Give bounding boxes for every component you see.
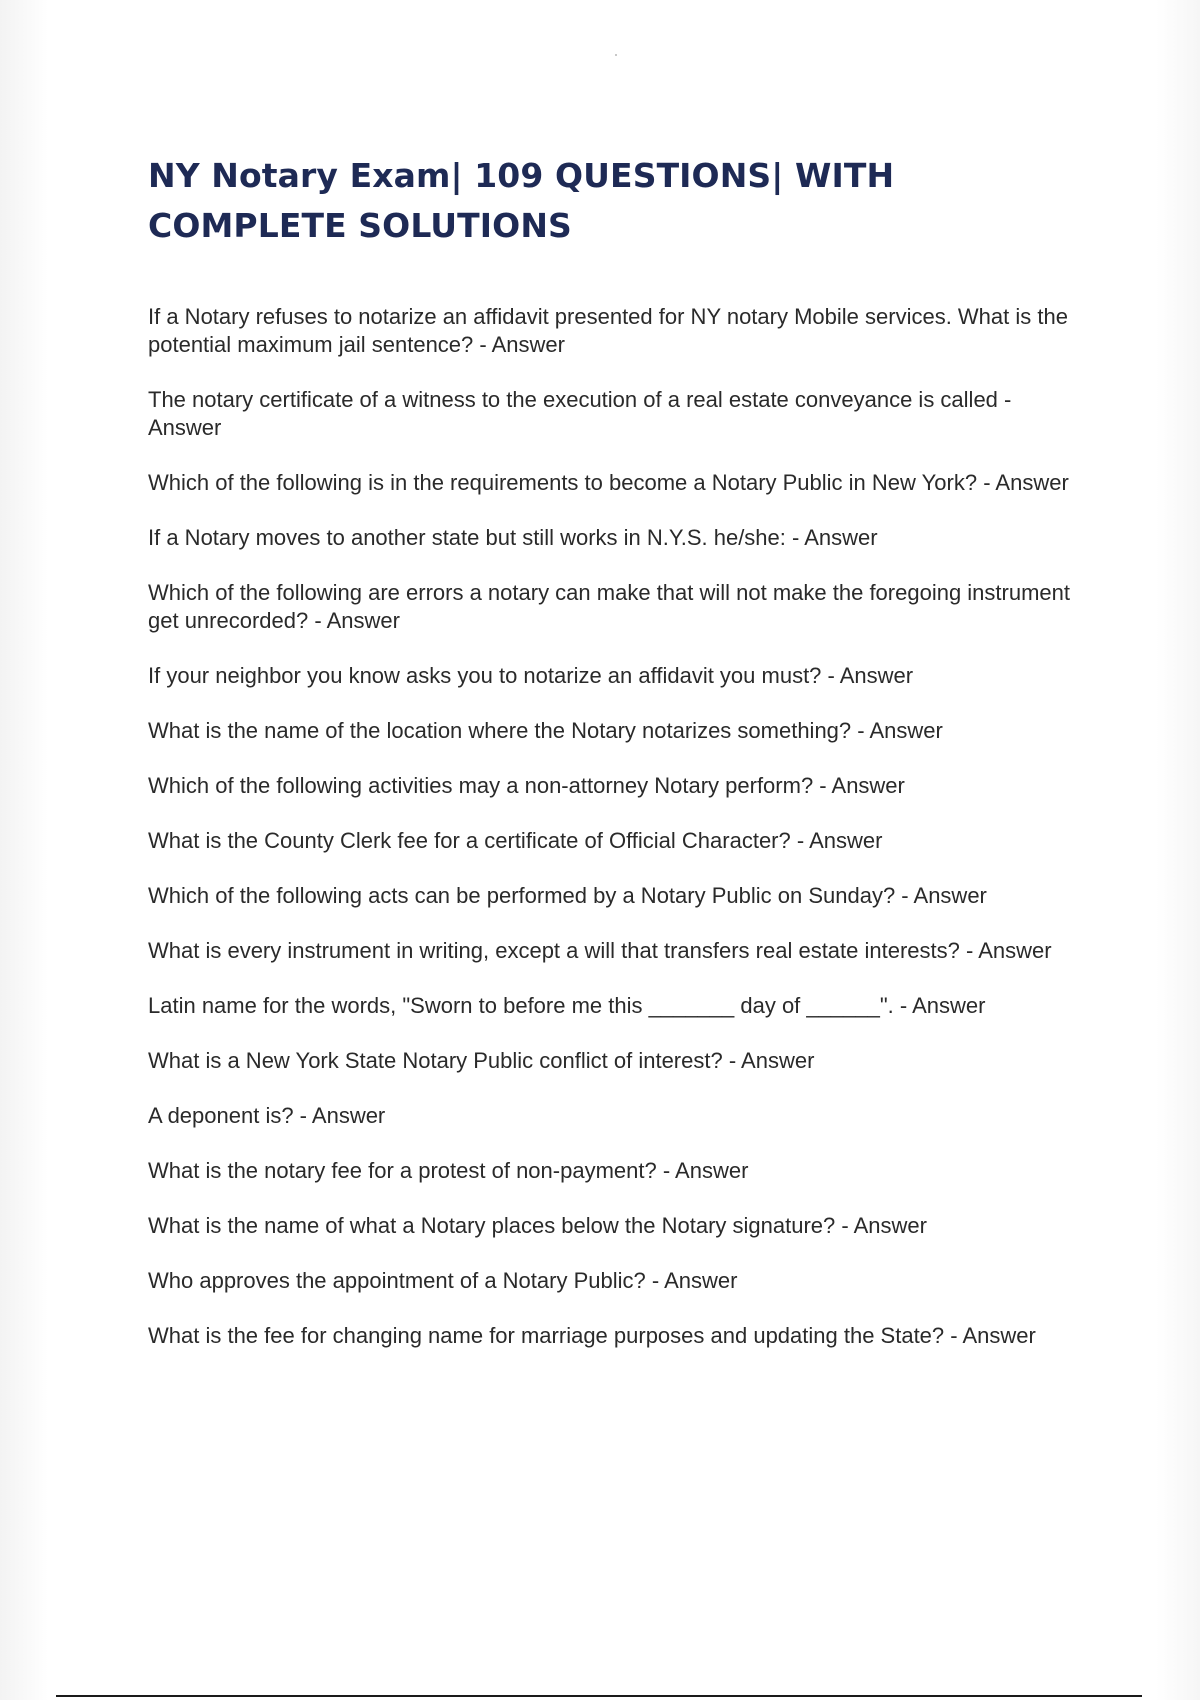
question-item: What is the fee for changing name for marriage purposes and updating the State? - Answer bbox=[148, 1323, 1036, 1348]
page-edge-shadow-left bbox=[0, 0, 48, 1700]
question-item: What is the name of what a Notary places below the Notary signature? - Answer bbox=[148, 1213, 927, 1238]
question-item: If a Notary moves to another state but still works in N.Y.S. he/she: - Answer bbox=[148, 525, 878, 550]
question-item: Which of the following are errors a notary can make that will not make the foregoing instrument get unrecorded? - Answer bbox=[148, 580, 1071, 633]
question-item: What is a New York State Notary Public conflict of interest? - Answer bbox=[148, 1048, 815, 1073]
question-item: Which of the following activities may a non-attorney Notary perform? - Answer bbox=[148, 773, 905, 798]
scan-speck bbox=[615, 54, 617, 56]
question-item: What is the County Clerk fee for a certificate of Official Character? - Answer bbox=[148, 828, 883, 853]
question-item: The notary certificate of a witness to the execution of a real estate conveyance is called - Answer bbox=[148, 387, 1012, 440]
document-title: NY Notary Exam| 109 QUESTIONS| WITH COMPLETE SOLUTIONS bbox=[148, 156, 895, 245]
question-item: Which of the following acts can be performed by a Notary Public on Sunday? - Answer bbox=[148, 883, 987, 908]
question-item: Latin name for the words, "Sworn to before me this _______ day of ______". - Answer bbox=[148, 993, 986, 1018]
question-item: What is every instrument in writing, except a will that transfers real estate interests? - Answer bbox=[148, 938, 1052, 963]
question-item: Who approves the appointment of a Notary Public? - Answer bbox=[148, 1268, 738, 1293]
question-item: Which of the following is in the requirements to become a Notary Public in New York? - Answer bbox=[148, 470, 1069, 495]
page-edge-shadow-right bbox=[1156, 0, 1200, 1700]
question-list bbox=[148, 303, 1088, 1377]
question-item: What is the notary fee for a protest of non-payment? - Answer bbox=[148, 1158, 749, 1183]
question-item: If a Notary refuses to notarize an affidavit presented for NY notary Mobile services. What is the potential maximum jail sentence? - Answer bbox=[148, 304, 1068, 357]
question-item: A deponent is? - Answer bbox=[148, 1103, 386, 1128]
page-bottom-rule bbox=[56, 1695, 1142, 1697]
question-item: What is the name of the location where the Notary notarizes something? - Answer bbox=[148, 718, 943, 743]
question-item: If your neighbor you know asks you to notarize an affidavit you must? - Answer bbox=[148, 663, 914, 688]
